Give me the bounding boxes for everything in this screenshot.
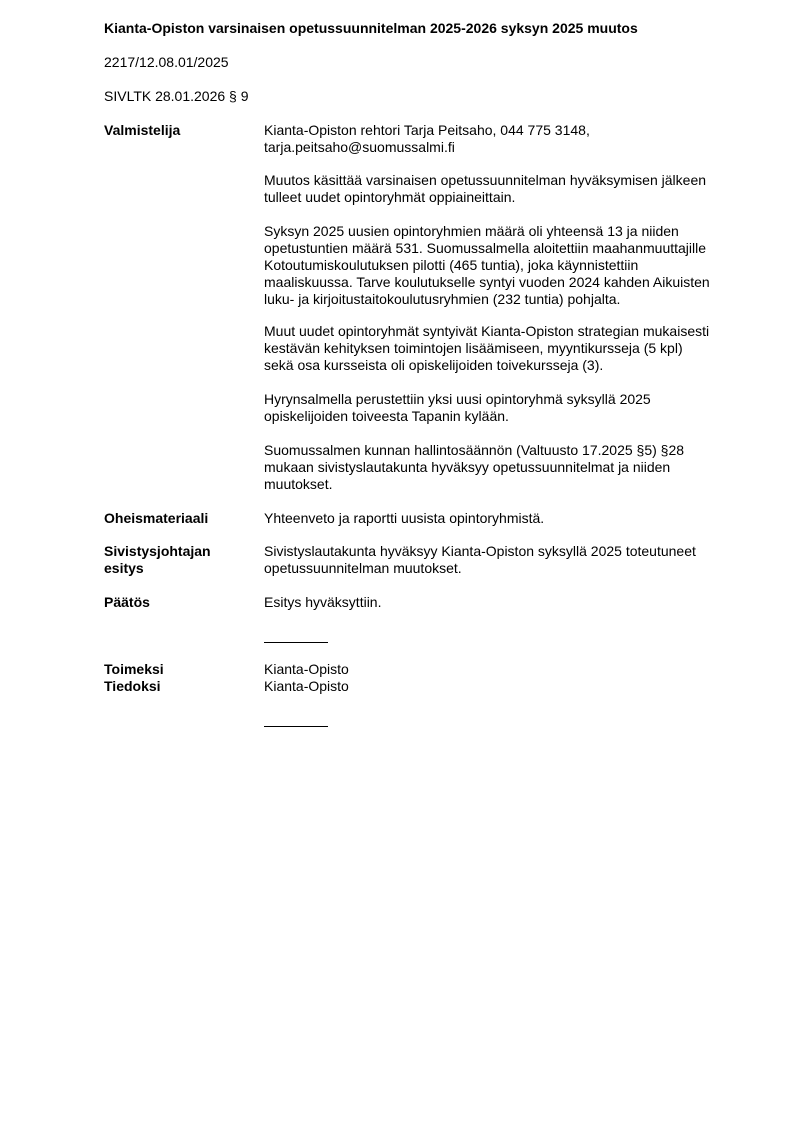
text-line: Suomussalmen kunnan hallintosäännön (Valtuusto 17.2025 §5) §28 (264, 442, 685, 458)
text-line: maaliskuussa. Tarve koulutukselle syntyi vuoden 2024 kahden Aikuisten (264, 274, 710, 290)
paragraph-muutos (264, 172, 738, 206)
oheismateriaali-label: Oheismateriaali (104, 510, 209, 526)
text-line: opetustuntien määrä 531. Suomussalmella aloitettiin maahanmuuttajille (264, 240, 707, 256)
label-line: Sivistysjohtajan (104, 543, 211, 559)
text-line: Sivistyslautakunta hyväksyy Kianta-Opiston syksyllä 2025 toteutuneet (264, 543, 696, 559)
text-line: tulleet uudet opintoryhmät oppiaineittain. (264, 189, 516, 205)
document-title: Kianta-Opiston varsinaisen opetussuunnitelman 2025-2026 syksyn 2025 muutos (104, 20, 638, 36)
paragraph-muut (264, 323, 738, 374)
text-line: sekä osa kursseista oli opiskelijoiden toivekursseja (3). (264, 357, 604, 373)
divider-line (264, 726, 328, 727)
text-line: Kotoutumiskoulutuksen pilotti (465 tuntia), joka käynnistettiin (264, 257, 639, 273)
valmistelija-content (264, 122, 738, 156)
text-line: Hyrynsalmella perustettiin yksi uusi opintoryhmä syksyllä 2025 (264, 391, 651, 407)
tiedoksi-value: Kianta-Opisto (264, 678, 349, 694)
paragraph-hyrynsalmi (264, 391, 738, 425)
text-line: muutokset. (264, 476, 333, 492)
text-line: luku- ja kirjoitustaitokoulutusryhmien (232 tuntia) pohjalta. (264, 291, 621, 307)
paragraph-syksyn (264, 223, 738, 308)
text-line: opiskelijoiden toiveesta Tapanin kylään. (264, 408, 509, 424)
text-line: Syksyn 2025 uusien opintoryhmien määrä oli yhteensä 13 ja niiden (264, 223, 679, 239)
toimeksi-label: Toimeksi (104, 661, 164, 677)
text-line: opetussuunnitelman muutokset. (264, 560, 462, 576)
text-line: Muutos käsittää varsinaisen opetussuunnitelman hyväksymisen jälkeen (264, 172, 707, 188)
text-line: mukaan sivistyslautakunta hyväksyy opetussuunnitelmat ja niiden (264, 459, 671, 475)
toimeksi-value: Kianta-Opisto (264, 661, 349, 677)
esitys-content (264, 543, 738, 577)
oheismateriaali-text: Yhteenveto ja raportti uusista opintoryhmistä. (264, 510, 545, 526)
reference-number: 2217/12.08.01/2025 (104, 54, 229, 70)
paatos-label: Päätös (104, 594, 150, 610)
contact-line: Kianta-Opiston rehtori Tarja Peitsaho, 044 775 3148, (264, 122, 590, 138)
label-line: esitys (104, 560, 144, 576)
text-line: Muut uudet opintoryhmät syntyivät Kianta-Opiston strategian mukaisesti (264, 323, 710, 339)
valmistelija-label: Valmistelija (104, 122, 181, 138)
divider-line (264, 642, 328, 643)
contact-email: tarja.peitsaho@suomussalmi.fi (264, 139, 455, 155)
paatos-text: Esitys hyväksyttiin. (264, 594, 382, 610)
esitys-label (104, 543, 254, 577)
tiedoksi-label: Tiedoksi (104, 678, 161, 694)
text-line: kestävän kehityksen toimintojen lisäämiseen, myyntikursseja (5 kpl) (264, 340, 683, 356)
paragraph-hallintosaanto (264, 442, 738, 493)
meeting-reference: SIVLTK 28.01.2026 § 9 (104, 88, 249, 104)
